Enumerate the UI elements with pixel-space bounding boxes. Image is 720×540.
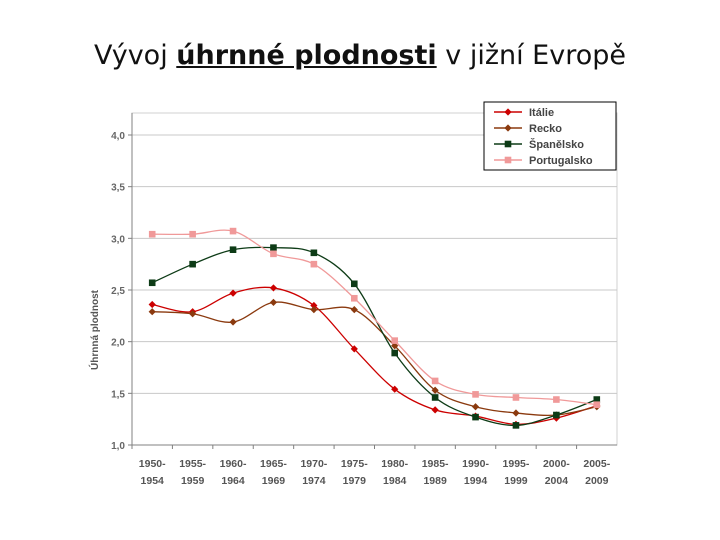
- x-tick-label-line1: 1995-: [502, 458, 530, 470]
- x-tick-label-line1: 1980-: [381, 458, 409, 470]
- title-text-after: v jižní Evropě: [436, 40, 627, 71]
- y-tick-label: 1,0: [111, 441, 125, 452]
- data-point: [189, 261, 196, 268]
- y-tick-label: 2,5: [111, 286, 125, 297]
- data-point: [311, 250, 318, 257]
- x-tick-label-line1: 1970-: [300, 458, 328, 470]
- data-point: [593, 401, 600, 408]
- x-tick-label-line2: 1989: [423, 475, 447, 487]
- legend-swatch-marker: [505, 157, 512, 164]
- data-point: [311, 261, 318, 268]
- y-tick-label: 3,0: [111, 234, 125, 246]
- data-point: [472, 414, 479, 421]
- x-tick-label-line2: 2009: [585, 475, 609, 487]
- x-tick-label-line1: 1985-: [421, 458, 449, 470]
- x-tick-label-line2: 1964: [221, 475, 245, 487]
- x-tick-label-line2: 1959: [180, 475, 205, 487]
- x-tick-label-line1: 2000-: [542, 458, 570, 470]
- data-point: [351, 281, 358, 288]
- x-tick-label-line1: 1975-: [340, 458, 368, 470]
- data-point: [553, 412, 560, 419]
- y-tick-label: 2,0: [111, 337, 125, 349]
- x-tick-label-line2: 1984: [383, 475, 407, 487]
- y-axis-title: Úhrnná plodnost: [90, 290, 101, 370]
- x-tick-label-line2: 1994: [463, 475, 488, 487]
- data-point: [513, 422, 520, 429]
- data-point: [270, 244, 277, 251]
- title-text-before: Vývoj: [93, 40, 177, 71]
- x-tick-label-line2: 1974: [302, 475, 326, 487]
- data-point: [391, 337, 398, 344]
- x-tick-label-line1: 1955-: [179, 458, 207, 470]
- x-tick-label-line1: 1960-: [219, 458, 247, 470]
- data-point: [270, 251, 277, 258]
- data-point: [149, 231, 156, 238]
- data-point: [513, 394, 520, 401]
- y-tick-label: 4,0: [111, 131, 125, 142]
- legend-label: Portugalsko: [529, 155, 593, 167]
- x-tick-label-line2: 1979: [342, 475, 366, 487]
- x-tick-label-line1: 1990-: [462, 458, 489, 470]
- data-point: [149, 279, 156, 286]
- legend-swatch-marker: [505, 141, 512, 148]
- x-tick-label-line2: 1999: [504, 475, 528, 487]
- data-point: [230, 246, 237, 253]
- data-point: [472, 391, 479, 398]
- data-point: [391, 350, 398, 357]
- legend-label: Recko: [529, 123, 563, 135]
- x-tick-label-line1: 2005-: [583, 458, 611, 470]
- y-tick-label: 1,5: [111, 389, 125, 401]
- data-point: [432, 394, 439, 401]
- x-tick-label-line1: 1965-: [260, 458, 287, 470]
- data-point: [189, 231, 196, 238]
- data-point: [432, 378, 439, 385]
- data-point: [553, 396, 560, 403]
- data-point: [351, 295, 358, 302]
- x-tick-label-line1: 1950-: [138, 458, 166, 470]
- title-text-emphasis: úhrnné plodnosti: [176, 40, 437, 71]
- y-tick-label: 3,5: [111, 182, 125, 194]
- x-tick-label-line2: 1969: [261, 475, 286, 487]
- x-tick-label-line2: 1954: [140, 475, 164, 487]
- legend-label: Itálie: [529, 107, 555, 119]
- x-tick-label-line2: 2004: [544, 475, 569, 487]
- data-point: [230, 228, 237, 235]
- legend-label: Španělsko: [529, 139, 585, 151]
